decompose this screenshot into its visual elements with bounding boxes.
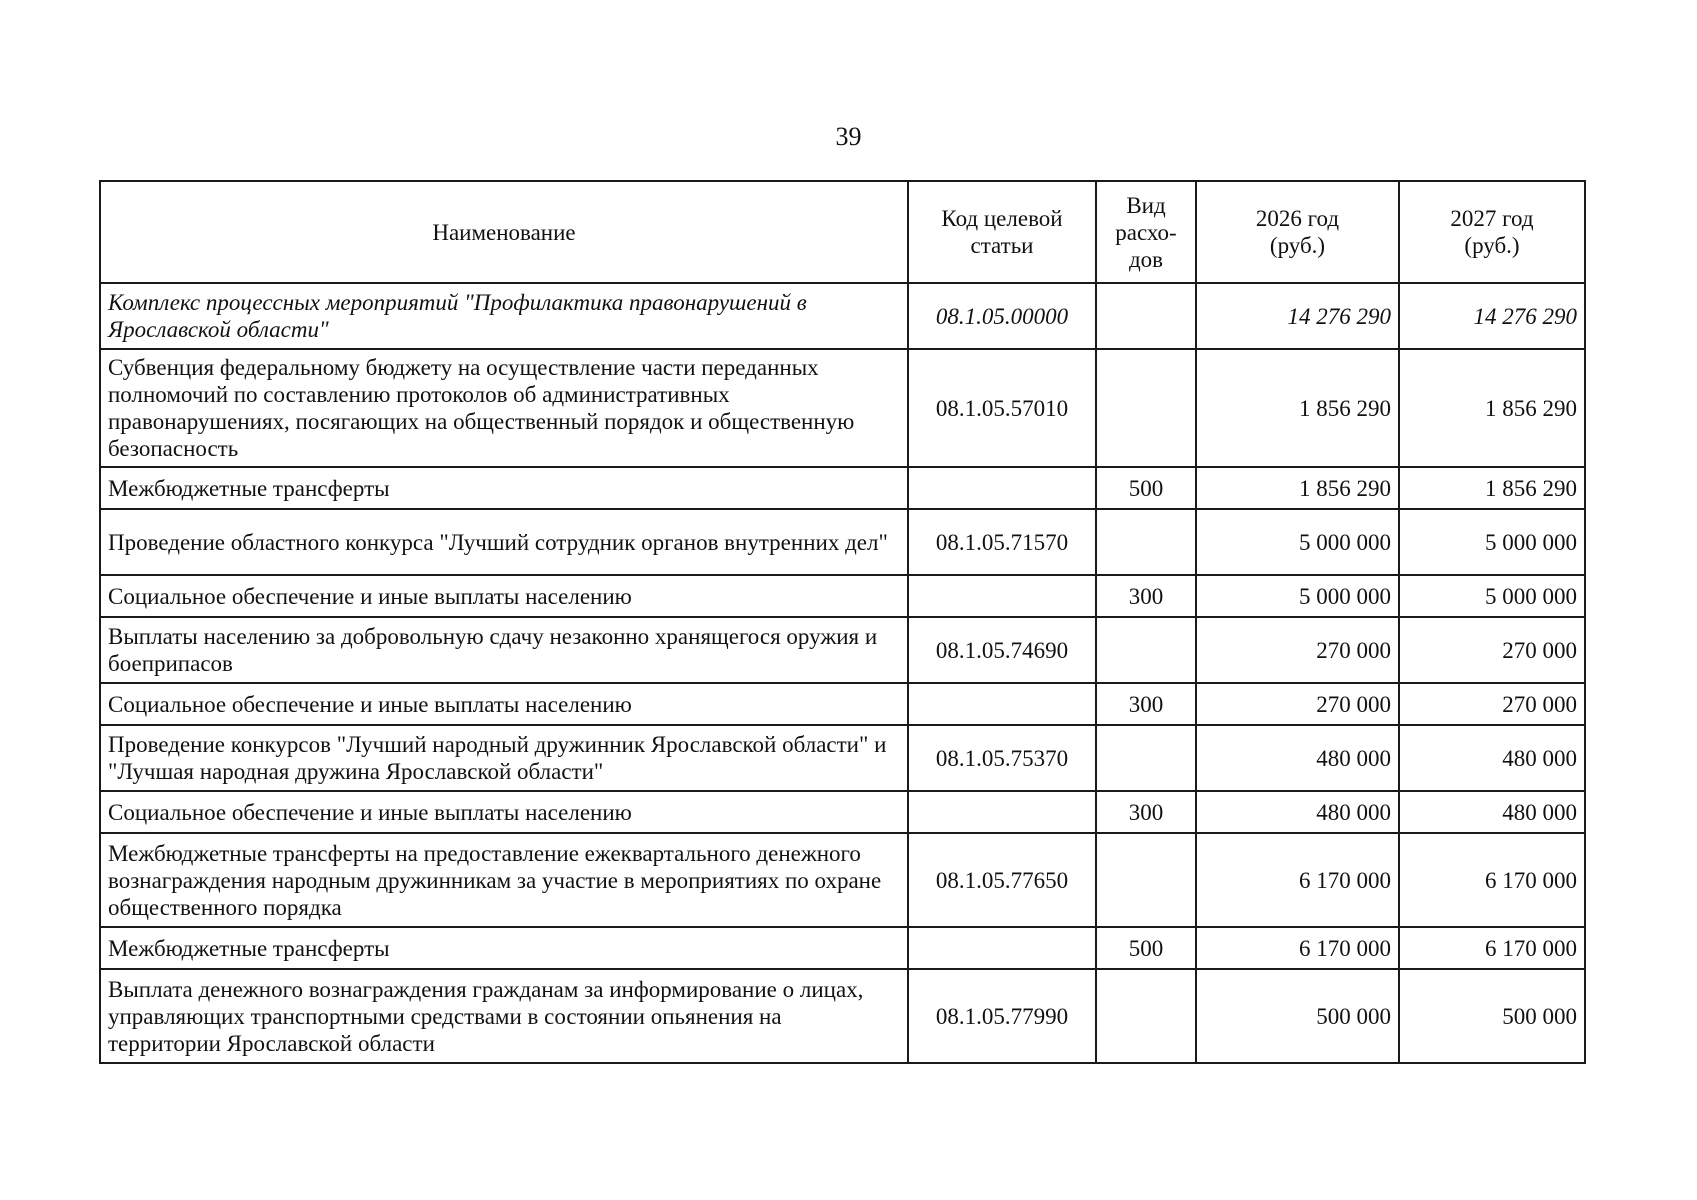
- row-amount-2026-cell: 14 276 290: [1196, 283, 1399, 349]
- row-expense-type-cell: [1096, 283, 1196, 349]
- row-amount-2027-cell: 270 000: [1399, 617, 1585, 683]
- row-code-cell: [908, 791, 1096, 833]
- row-code-cell: [908, 467, 1096, 509]
- row-amount-2027-cell: 5 000 000: [1399, 509, 1585, 575]
- row-expense-type-cell: [1096, 969, 1196, 1063]
- table-row: [100, 509, 1585, 575]
- table-body: [100, 283, 1585, 1063]
- table-row: [100, 467, 1585, 509]
- row-code-cell: [908, 575, 1096, 617]
- row-expense-type-cell: [1096, 617, 1196, 683]
- row-expense-type-cell: 500: [1096, 467, 1196, 509]
- row-expense-type-cell: 300: [1096, 791, 1196, 833]
- row-amount-2026-cell: 6 170 000: [1196, 927, 1399, 969]
- row-code-cell: 08.1.05.71570: [908, 509, 1096, 575]
- page-number: 39: [835, 122, 862, 151]
- row-expense-type-cell: [1096, 725, 1196, 791]
- row-name-cell: Социальное обеспечение и иные выплаты населению: [100, 683, 908, 725]
- table-row: [100, 791, 1585, 833]
- row-code-cell: [908, 927, 1096, 969]
- row-code-cell: 08.1.05.75370: [908, 725, 1096, 791]
- table-row: [100, 617, 1585, 683]
- row-name-cell: Субвенция федеральному бюджету на осуществление части переданных полномочий по составлению протоколов об административных правонарушениях, посягающих на общественный порядок и общественную безопасность: [100, 349, 908, 467]
- row-amount-2026-cell: 480 000: [1196, 791, 1399, 833]
- header-year-2026: 2026 год (руб.): [1196, 181, 1399, 283]
- row-name-cell: Межбюджетные трансферты на предоставление ежеквартального денежного вознаграждения народным дружинникам за участие в мероприятиях по охране общественного порядка: [100, 833, 908, 927]
- row-name-cell: Комплекс процессных мероприятий "Профилактика правонарушений в Ярославской области": [100, 283, 908, 349]
- row-amount-2027-cell: 500 000: [1399, 969, 1585, 1063]
- row-amount-2026-cell: 6 170 000: [1196, 833, 1399, 927]
- row-name-cell: Выплаты населению за добровольную сдачу незаконно хранящегося оружия и боеприпасов: [100, 617, 908, 683]
- row-name-cell: Межбюджетные трансферты: [100, 927, 908, 969]
- row-name-cell: Социальное обеспечение и иные выплаты населению: [100, 791, 908, 833]
- row-amount-2027-cell: 480 000: [1399, 725, 1585, 791]
- row-amount-2026-cell: 5 000 000: [1196, 509, 1399, 575]
- row-amount-2027-cell: 6 170 000: [1399, 833, 1585, 927]
- row-amount-2026-cell: 1 856 290: [1196, 467, 1399, 509]
- budget-table: [99, 180, 1586, 1064]
- table-row: [100, 725, 1585, 791]
- row-amount-2026-cell: 270 000: [1196, 683, 1399, 725]
- row-amount-2027-cell: 6 170 000: [1399, 927, 1585, 969]
- row-code-cell: 08.1.05.74690: [908, 617, 1096, 683]
- row-amount-2027-cell: 270 000: [1399, 683, 1585, 725]
- table-row: [100, 575, 1585, 617]
- row-amount-2027-cell: 5 000 000: [1399, 575, 1585, 617]
- row-expense-type-cell: [1096, 833, 1196, 927]
- row-name-cell: Выплата денежного вознаграждения гражданам за информирование о лицах, управляющих транспортными средствами в состоянии опьянения на территории Ярославской области: [100, 969, 908, 1063]
- row-name-cell: Проведение областного конкурса "Лучший сотрудник органов внутренних дел": [100, 509, 908, 575]
- table-row: [100, 833, 1585, 927]
- row-amount-2027-cell: 1 856 290: [1399, 349, 1585, 467]
- row-expense-type-cell: [1096, 509, 1196, 575]
- row-expense-type-cell: [1096, 349, 1196, 467]
- row-amount-2026-cell: 5 000 000: [1196, 575, 1399, 617]
- table-row: [100, 283, 1585, 349]
- row-expense-type-cell: 500: [1096, 927, 1196, 969]
- row-code-cell: 08.1.05.77990: [908, 969, 1096, 1063]
- row-amount-2027-cell: 480 000: [1399, 791, 1585, 833]
- row-code-cell: 08.1.05.00000: [908, 283, 1096, 349]
- table-row: [100, 927, 1585, 969]
- row-code-cell: 08.1.05.57010: [908, 349, 1096, 467]
- row-amount-2026-cell: 1 856 290: [1196, 349, 1399, 467]
- header-expense-type: Вид расхо- дов: [1096, 181, 1196, 283]
- header-year-2027: 2027 год (руб.): [1399, 181, 1585, 283]
- row-amount-2027-cell: 14 276 290: [1399, 283, 1585, 349]
- table-row: [100, 969, 1585, 1063]
- row-amount-2027-cell: 1 856 290: [1399, 467, 1585, 509]
- row-expense-type-cell: 300: [1096, 683, 1196, 725]
- row-name-cell: Социальное обеспечение и иные выплаты населению: [100, 575, 908, 617]
- row-expense-type-cell: 300: [1096, 575, 1196, 617]
- row-code-cell: 08.1.05.77650: [908, 833, 1096, 927]
- header-name: Наименование: [100, 181, 908, 283]
- row-amount-2026-cell: 500 000: [1196, 969, 1399, 1063]
- row-name-cell: Межбюджетные трансферты: [100, 467, 908, 509]
- row-amount-2026-cell: 480 000: [1196, 725, 1399, 791]
- table-row: [100, 683, 1585, 725]
- header-code: Код целевой статьи: [908, 181, 1096, 283]
- row-name-cell: Проведение конкурсов "Лучший народный дружинник Ярославской области" и "Лучшая народная дружина Ярославской области": [100, 725, 908, 791]
- row-code-cell: [908, 683, 1096, 725]
- table-header-row: [100, 181, 1585, 283]
- table-row: [100, 349, 1585, 467]
- row-amount-2026-cell: 270 000: [1196, 617, 1399, 683]
